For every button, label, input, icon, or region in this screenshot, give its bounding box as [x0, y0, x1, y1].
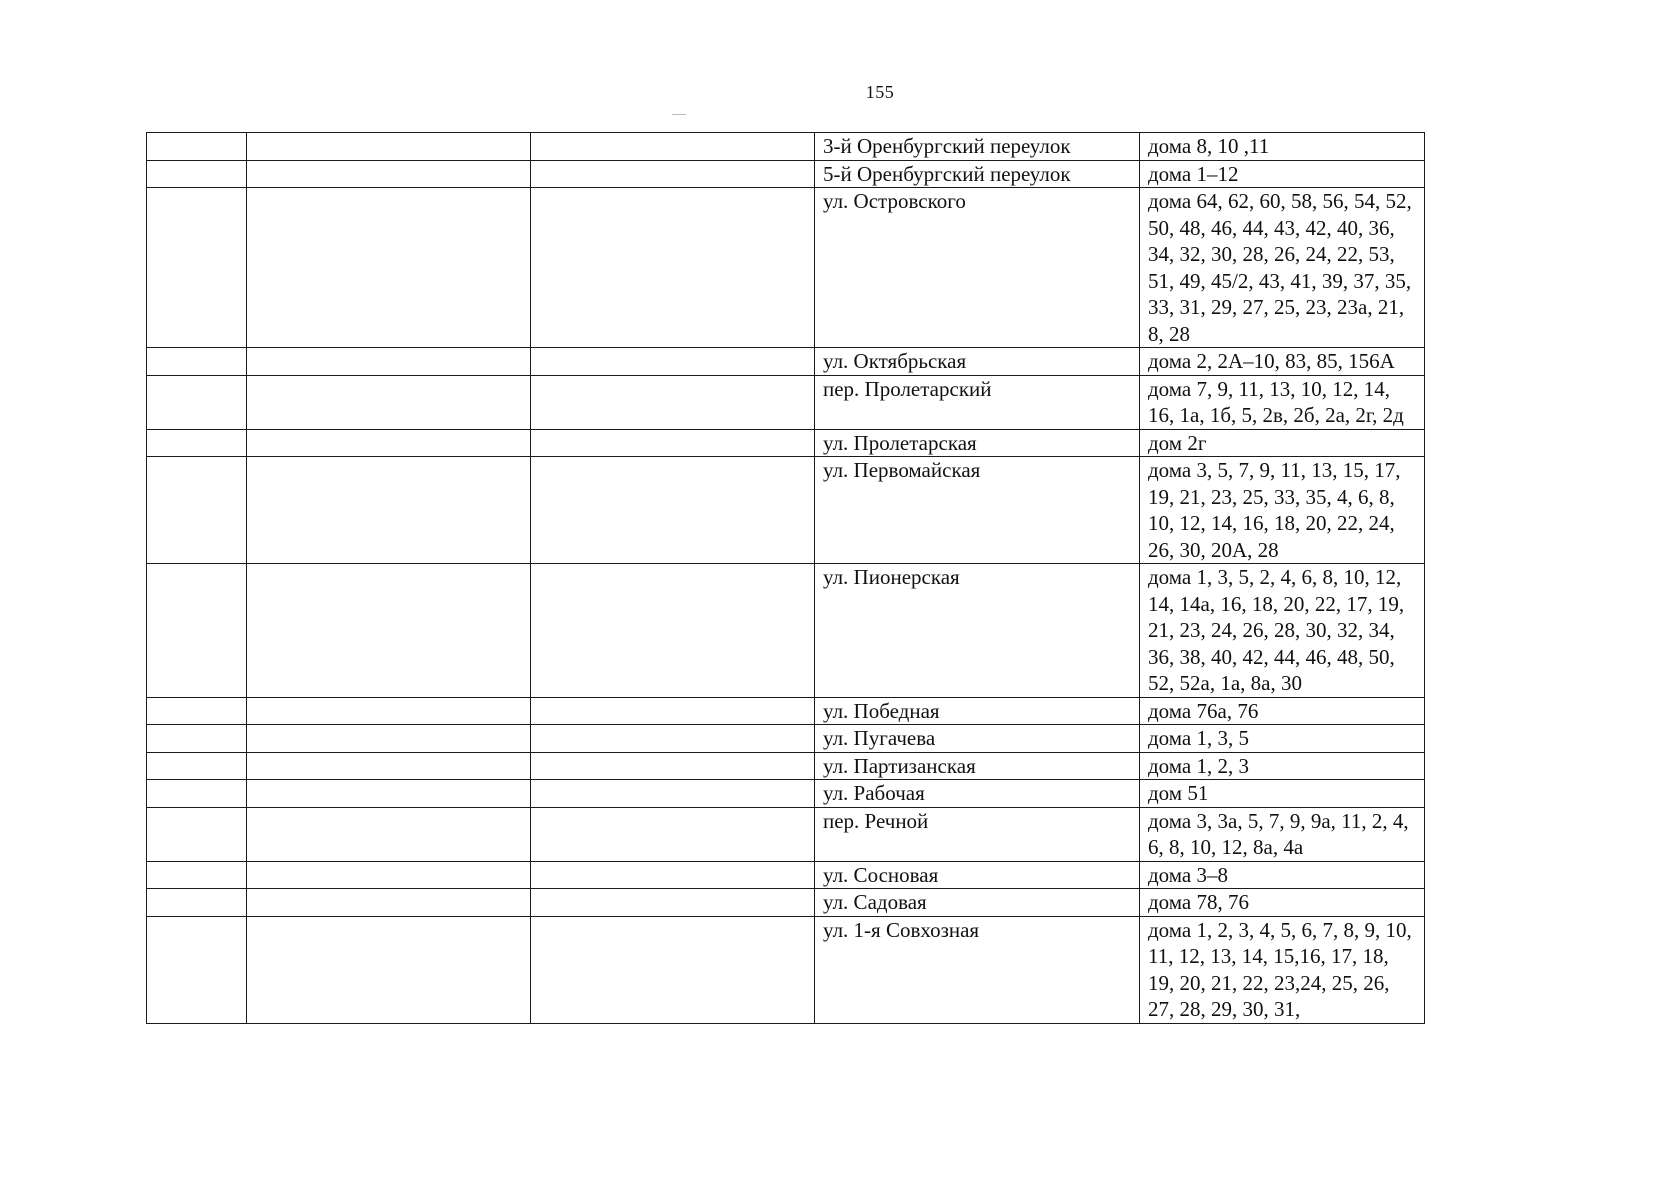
empty-cell — [531, 348, 815, 376]
empty-cell — [247, 780, 531, 808]
table-row — [147, 752, 1425, 780]
empty-cell — [147, 133, 247, 161]
empty-cell — [247, 564, 531, 698]
houses-cell: дом 51 — [1140, 780, 1425, 808]
empty-cell — [147, 916, 247, 1023]
table-row — [147, 375, 1425, 429]
empty-cell — [147, 564, 247, 698]
houses-cell: дома 1, 2, 3 — [1140, 752, 1425, 780]
table-row — [147, 348, 1425, 376]
table-row — [147, 188, 1425, 348]
street-cell: ул. Октябрьская — [815, 348, 1140, 376]
street-cell: ул. Пролетарская — [815, 429, 1140, 457]
empty-cell — [147, 160, 247, 188]
empty-cell — [147, 188, 247, 348]
houses-cell: дом 2г — [1140, 429, 1425, 457]
houses-cell: дома 8, 10 ,11 — [1140, 133, 1425, 161]
table-row — [147, 861, 1425, 889]
table-row — [147, 889, 1425, 917]
empty-cell — [247, 375, 531, 429]
table-row — [147, 133, 1425, 161]
empty-cell — [531, 457, 815, 564]
empty-cell — [247, 457, 531, 564]
table-row — [147, 697, 1425, 725]
street-cell: ул. Пугачева — [815, 725, 1140, 753]
empty-cell — [531, 133, 815, 161]
street-cell: пер. Пролетарский — [815, 375, 1140, 429]
empty-cell — [147, 752, 247, 780]
empty-cell — [147, 807, 247, 861]
table-row — [147, 807, 1425, 861]
houses-cell: дома 78, 76 — [1140, 889, 1425, 917]
street-cell: ул. Сосновая — [815, 861, 1140, 889]
empty-cell — [531, 429, 815, 457]
street-cell: 3-й Оренбургский переулок — [815, 133, 1140, 161]
table-row — [147, 725, 1425, 753]
street-cell: ул. Первомайская — [815, 457, 1140, 564]
houses-cell: дома 3, 3а, 5, 7, 9, 9а, 11, 2, 4, 6, 8, 10, 12, 8а, 4а — [1140, 807, 1425, 861]
empty-cell — [147, 697, 247, 725]
empty-cell — [247, 348, 531, 376]
empty-cell — [147, 348, 247, 376]
empty-cell — [147, 889, 247, 917]
street-cell: ул. Победная — [815, 697, 1140, 725]
empty-cell — [247, 133, 531, 161]
table-row — [147, 916, 1425, 1023]
empty-cell — [531, 752, 815, 780]
street-cell: ул. Партизанская — [815, 752, 1140, 780]
street-cell: пер. Речной — [815, 807, 1140, 861]
street-cell: ул. Садовая — [815, 889, 1140, 917]
empty-cell — [531, 889, 815, 917]
street-cell: ул. Пионерская — [815, 564, 1140, 698]
empty-cell — [531, 564, 815, 698]
empty-cell — [531, 807, 815, 861]
empty-cell — [247, 725, 531, 753]
empty-cell — [531, 916, 815, 1023]
empty-cell — [531, 160, 815, 188]
houses-cell: дома 3–8 — [1140, 861, 1425, 889]
houses-cell: дома 7, 9, 11, 13, 10, 12, 14, 16, 1а, 1б, 5, 2в, 2б, 2а, 2г, 2д — [1140, 375, 1425, 429]
street-cell: ул. Рабочая — [815, 780, 1140, 808]
table-row — [147, 780, 1425, 808]
empty-cell — [247, 807, 531, 861]
table-row — [147, 457, 1425, 564]
empty-cell — [147, 725, 247, 753]
page-number: 155 — [865, 82, 895, 102]
empty-cell — [247, 188, 531, 348]
empty-cell — [147, 457, 247, 564]
houses-cell: дома 1, 3, 5 — [1140, 725, 1425, 753]
houses-cell: дома 1–12 — [1140, 160, 1425, 188]
empty-cell — [147, 429, 247, 457]
empty-cell — [531, 375, 815, 429]
empty-cell — [247, 861, 531, 889]
table-row — [147, 160, 1425, 188]
empty-cell — [531, 725, 815, 753]
table-row — [147, 564, 1425, 698]
address-table — [146, 132, 1425, 1024]
page-number-rule — [672, 114, 686, 115]
street-cell: ул. Островского — [815, 188, 1140, 348]
houses-cell: дома 64, 62, 60, 58, 56, 54, 52, 50, 48, 46, 44, 43, 42, 40, 36, 34, 32, 30, 28, 26, 24, 22, 53, 51, 49, 45/2, 43, 41, 39, 37, 35, 33, 31, 29, 27, 25, 23, 23а, 21, 8, 28 — [1140, 188, 1425, 348]
empty-cell — [247, 916, 531, 1023]
houses-cell: дома 3, 5, 7, 9, 11, 13, 15, 17, 19, 21, 23, 25, 33, 35, 4, 6, 8, 10, 12, 14, 16, 18, 20, 22, 24, 26, 30, 20А, 28 — [1140, 457, 1425, 564]
street-cell: 5-й Оренбургский переулок — [815, 160, 1140, 188]
empty-cell — [247, 429, 531, 457]
houses-cell: дома 76а, 76 — [1140, 697, 1425, 725]
street-cell: ул. 1-я Совхозная — [815, 916, 1140, 1023]
houses-cell: дома 1, 3, 5, 2, 4, 6, 8, 10, 12, 14, 14а, 16, 18, 20, 22, 17, 19, 21, 23, 24, 26, 28, 30, 32, 34, 36, 38, 40, 42, 44, 46, 48, 50, 52, 52а, 1а, 8а, 30 — [1140, 564, 1425, 698]
empty-cell — [531, 861, 815, 889]
empty-cell — [531, 697, 815, 725]
empty-cell — [247, 160, 531, 188]
empty-cell — [247, 752, 531, 780]
houses-cell: дома 2, 2А–10, 83, 85, 156А — [1140, 348, 1425, 376]
empty-cell — [247, 889, 531, 917]
empty-cell — [531, 188, 815, 348]
empty-cell — [147, 375, 247, 429]
table-row — [147, 429, 1425, 457]
empty-cell — [147, 780, 247, 808]
empty-cell — [147, 861, 247, 889]
houses-cell: дома 1, 2, 3, 4, 5, 6, 7, 8, 9, 10, 11, 12, 13, 14, 15,16, 17, 18, 19, 20, 21, 22, 23,24, 25, 26, 27, 28, 29, 30, 31, — [1140, 916, 1425, 1023]
empty-cell — [531, 780, 815, 808]
empty-cell — [247, 697, 531, 725]
